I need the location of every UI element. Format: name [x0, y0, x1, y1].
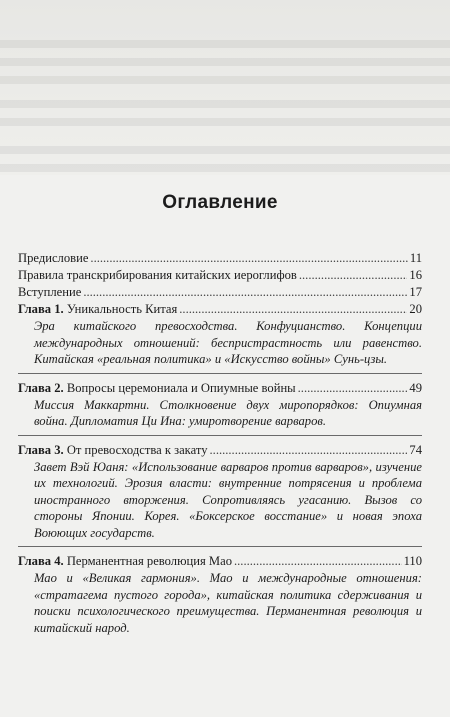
- toc-page-number: 16: [409, 268, 422, 282]
- toc-chapter-heading: [18, 301, 177, 318]
- dot-leader: [90, 250, 407, 267]
- divider: [18, 546, 422, 547]
- book-page: [18, 0, 422, 717]
- toc-page-number: 110: [403, 554, 422, 568]
- chapter-number: Глава 3.: [18, 442, 64, 457]
- chapter-title: Перманентная революция Мао: [66, 554, 232, 568]
- toc-chapter-heading: [18, 442, 208, 459]
- chapter-number: Глава 2.: [18, 380, 64, 395]
- dot-leader: [299, 267, 408, 284]
- toc-chapter-1: [18, 301, 422, 318]
- page-title: Оглавление: [162, 192, 278, 213]
- dot-leader: [298, 380, 408, 397]
- toc-entry-label: Вступление: [18, 285, 82, 299]
- chapter-number: Глава 1.: [18, 302, 64, 316]
- chapter-summary: Мао и «Великая гармония». Мао и международные отношения: «стратагема пустого города», китайская политика сдерживания и поиски психологического преимущества. Перманентная революция и китайский народ.: [34, 571, 422, 635]
- toc-entry-transcription-rules: [18, 267, 422, 284]
- toc-entry-preface: [18, 250, 422, 267]
- dot-leader: [83, 284, 407, 301]
- toc-chapter-3: [18, 442, 422, 459]
- dot-leader: [179, 301, 407, 318]
- toc-page-number: 17: [409, 285, 422, 299]
- chapter-title: От превосходства к закату: [66, 442, 208, 457]
- chapter-title: Вопросы церемониала и Опиумные войны: [66, 380, 296, 395]
- chapter-title: Уникальность Китая: [66, 302, 178, 316]
- toc-page-number: 11: [409, 251, 422, 265]
- dot-leader: [210, 442, 408, 459]
- divider: [18, 373, 422, 374]
- toc-entry-label: Правила транскрибирования китайских иероглифов: [18, 268, 297, 282]
- toc-page-number: 49: [409, 380, 422, 395]
- toc-chapter-heading: [18, 380, 296, 397]
- toc-entry-label: Предисловие: [18, 251, 89, 265]
- table-of-contents: [18, 250, 422, 636]
- toc-chapter-2: [18, 380, 422, 397]
- toc-chapter-4: [18, 553, 422, 570]
- toc-entry-introduction: [18, 284, 422, 301]
- chapter-summary: Эра китайского превосходства. Конфуцианство. Концепции международных отношений: беспристрастность или равенство. Китайская «реальная политика» и «Искусство войны» Сунь-цзы.: [34, 319, 422, 366]
- chapter-summary: Завет Вэй Юаня: «Использование варваров против варваров», изучение их технологий. Эрозия власти: внутренние потрясения и проблема иностранного вторжения. Сопротивляясь угасанию. Вызов со стороны Японии. Корея. «Боксерское восстание» и новая эпоха Воюющих государств.: [34, 459, 422, 540]
- dot-leader: [234, 553, 402, 570]
- divider: [18, 435, 422, 436]
- chapter-summary: Миссия Маккартни. Столкновение двух миропорядков: Опиумная война. Дипломатия Ци Ина: умиротворение варваров.: [34, 397, 422, 428]
- toc-chapter-heading: [18, 553, 232, 570]
- toc-page-number: 20: [409, 302, 422, 316]
- chapter-number: Глава 4.: [18, 554, 64, 568]
- toc-page-number: 74: [409, 442, 422, 457]
